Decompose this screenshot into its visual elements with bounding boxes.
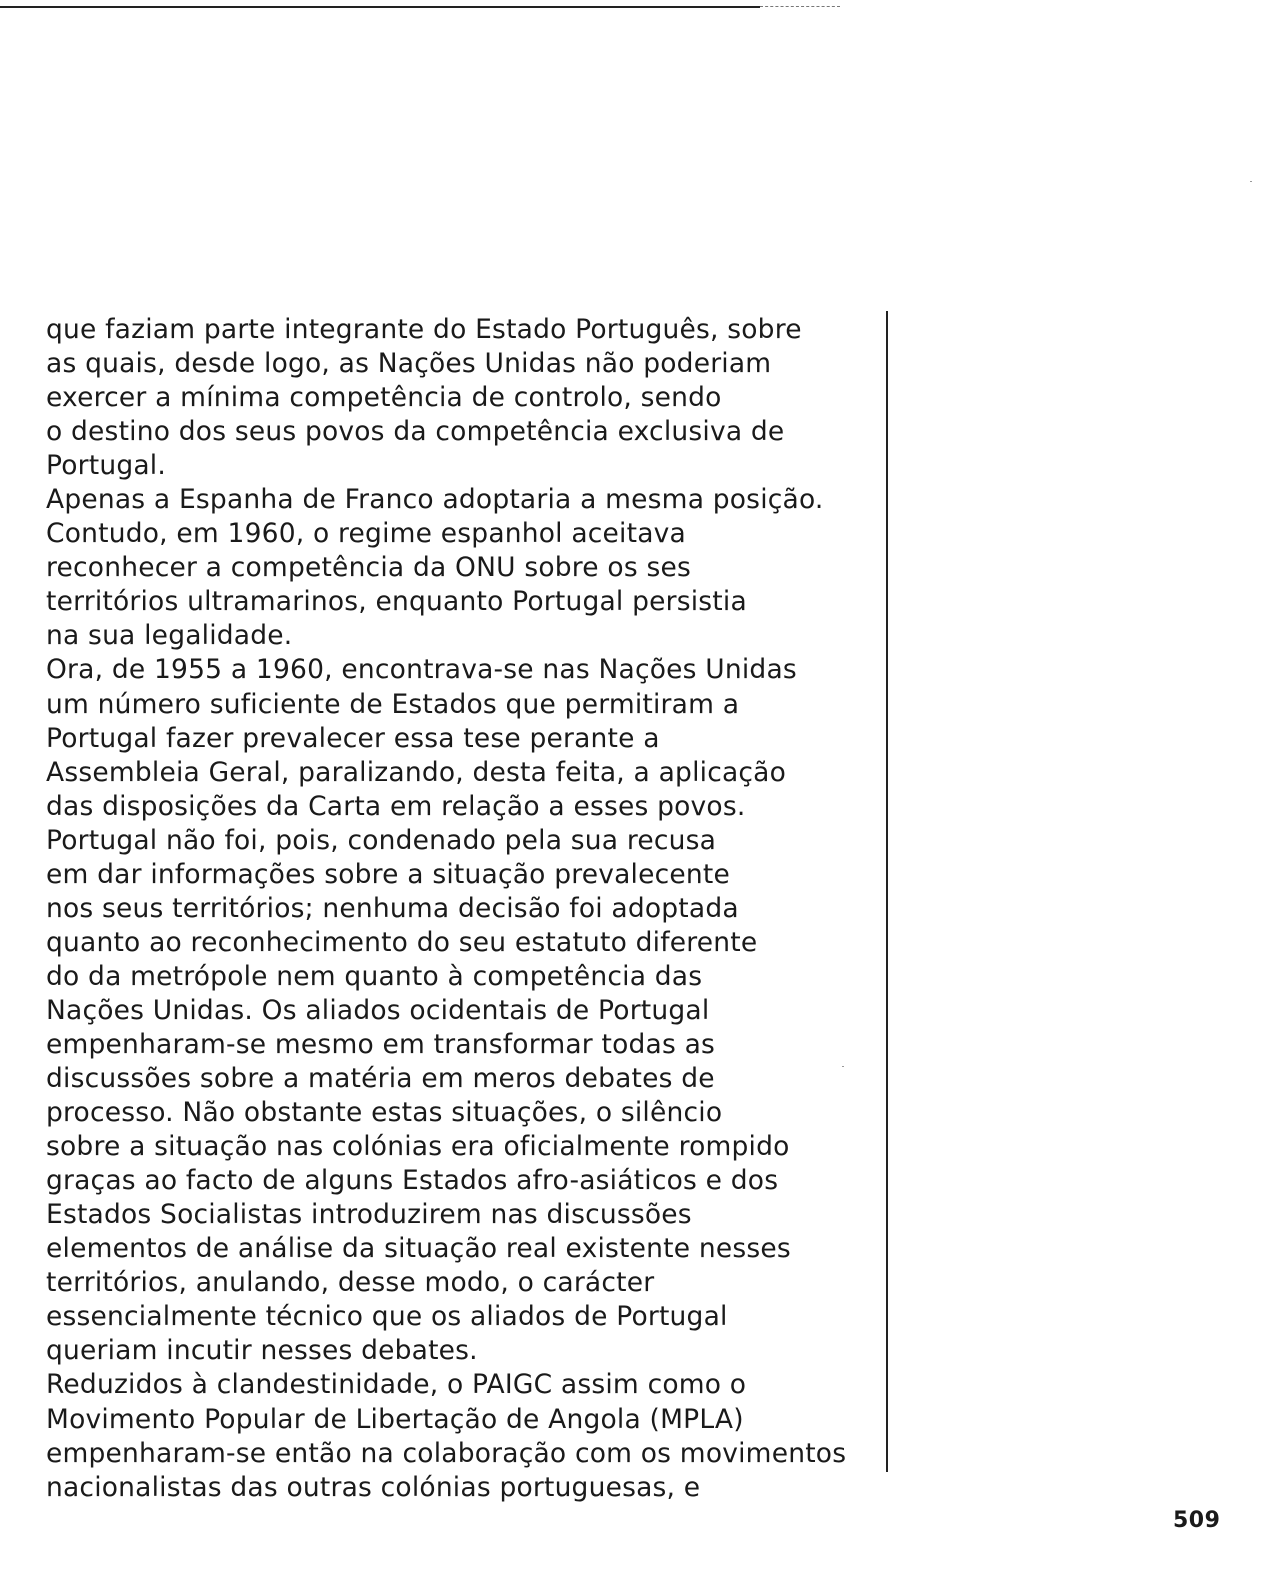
text-line: queriam incutir nesses debates. xyxy=(46,1335,478,1367)
text-line: Portugal fazer prevalecer essa tese perante a xyxy=(46,722,660,754)
text-line: elementos de análise da situação real existente nesses xyxy=(46,1233,791,1265)
text-line: graças ao facto de alguns Estados afro-asiáticos e dos xyxy=(46,1165,779,1197)
text-line: quanto ao reconhecimento do seu estatuto diferente xyxy=(46,926,758,958)
text-line: Apenas a Espanha de Franco adoptaria a mesma posição. xyxy=(46,484,824,516)
document-body xyxy=(46,313,876,1505)
text-line: Ora, de 1955 a 1960, encontrava-se nas Nações Unidas xyxy=(46,654,797,686)
text-line: sobre a situação nas colónias era oficialmente rompido xyxy=(46,1131,790,1163)
text-line: Estados Socialistas introduzirem nas discussões xyxy=(46,1199,692,1231)
scan-speck xyxy=(1250,181,1252,182)
column-rule xyxy=(886,311,888,1472)
text-line: processo. Não obstante estas situações, o silêncio xyxy=(46,1097,723,1129)
text-line: que faziam parte integrante do Estado Português, sobre xyxy=(46,314,802,345)
text-line: Reduzidos à clandestinidade, o PAIGC assim como o xyxy=(46,1369,747,1401)
text-line: Assembleia Geral, paralizando, desta feita, a aplicação xyxy=(46,756,787,788)
text-line: Nações Unidas. Os aliados ocidentais de Portugal xyxy=(46,994,710,1026)
text-line: das disposições da Carta em relação a esses povos. xyxy=(46,790,746,822)
text-line: um número suficiente de Estados que permitiram a xyxy=(46,688,740,720)
text-line: exercer a mínima competência de controlo, sendo xyxy=(46,382,722,414)
text-line: o destino dos seus povos da competência exclusiva de xyxy=(46,416,785,448)
text-line: essencialmente técnico que os aliados de Portugal xyxy=(46,1301,728,1333)
text-line: territórios ultramarinos, enquanto Portugal persistia xyxy=(46,586,747,618)
scan-speck xyxy=(842,1066,844,1067)
top-border-rule-tail xyxy=(760,6,840,8)
text-line: empenharam-se mesmo em transformar todas as xyxy=(46,1028,716,1060)
text-line: reconhecer a competência da ONU sobre os ses xyxy=(46,552,691,584)
text-line: as quais, desde logo, as Nações Unidas não poderiam xyxy=(46,348,772,380)
text-line: empenharam-se então na colaboração com os movimentos xyxy=(46,1437,847,1469)
text-line: discussões sobre a matéria em meros debates de xyxy=(46,1063,715,1095)
top-border-rule xyxy=(0,6,760,8)
text-line: Contudo, em 1960, o regime espanhol aceitava xyxy=(46,518,686,550)
text-line: nacionalistas das outras colónias portuguesas, e xyxy=(46,1471,701,1503)
text-line: Movimento Popular de Libertação de Angola (MPLA) xyxy=(46,1403,744,1435)
text-line: do da metrópole nem quanto à competência das xyxy=(46,960,703,992)
text-line: na sua legalidade. xyxy=(46,620,293,652)
page-number: 509 xyxy=(1173,1508,1221,1533)
text-line: territórios, anulando, desse modo, o carácter xyxy=(46,1267,655,1299)
text-line: Portugal. xyxy=(46,450,166,482)
text-line: Portugal não foi, pois, condenado pela sua recusa xyxy=(46,824,717,856)
text-line: nos seus territórios; nenhuma decisão foi adoptada xyxy=(46,892,739,924)
text-line: em dar informações sobre a situação prevalecente xyxy=(46,858,730,890)
